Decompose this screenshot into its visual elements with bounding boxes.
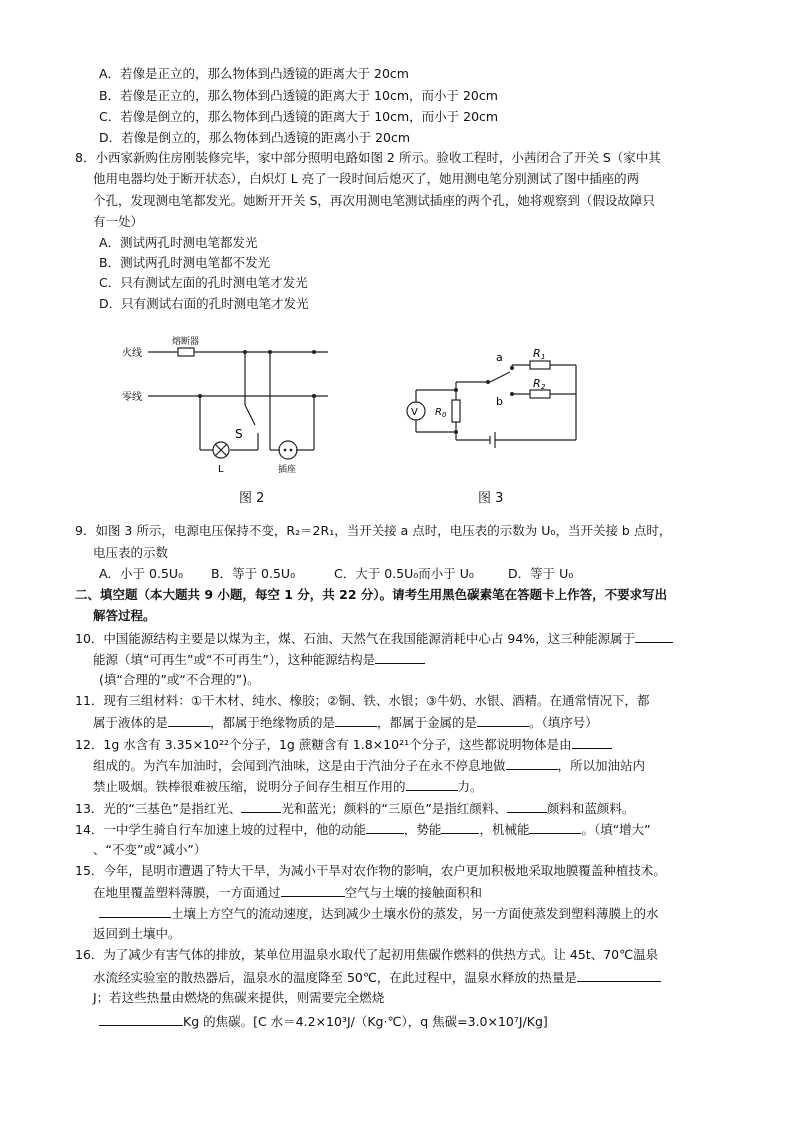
switch-blade bbox=[245, 405, 255, 425]
q14-text-a: 14．一中学生骑自行车加速上坡的过程中，他的动能 bbox=[75, 822, 366, 837]
q14-text-d: 。（填“增大” bbox=[581, 822, 651, 837]
q8-stem-line3: 个孔，发现测电笔都发光。她断开开关 S，再次用测电笔测试插座的两个孔，她将观察到（假设故障只 bbox=[93, 193, 655, 208]
q11-blank-1[interactable] bbox=[168, 714, 210, 727]
r1-symbol bbox=[530, 361, 550, 369]
q15-text-b2: 空气与土壤的接触面积和 bbox=[344, 885, 483, 900]
q15-line2 bbox=[93, 884, 482, 901]
q12-text-a: 12．1g 水含有 3.35×10²²个分子，1g 蔗糖含有 1.8×10²¹个分子，这些都说明物体是由 bbox=[75, 737, 572, 752]
q8-stem-line4: 有一处） bbox=[93, 214, 144, 229]
q14-text-b: ，势能 bbox=[403, 822, 442, 837]
lamp-label: L bbox=[218, 464, 224, 475]
neutral-wire-label: 零线 bbox=[122, 392, 142, 403]
r2-symbol bbox=[530, 390, 550, 398]
figure-2-caption: 图 2 bbox=[239, 491, 265, 506]
q12-line2 bbox=[93, 757, 645, 774]
switch-label: S bbox=[235, 427, 243, 441]
figure-3-caption: 图 3 bbox=[478, 491, 504, 506]
q7-option-c: C．若像是倒立的，那么物体到凸透镜的距离大于 10cm，而小于 20cm bbox=[99, 109, 499, 124]
q10-blank-1[interactable] bbox=[635, 630, 673, 643]
r0-subscript: 0 bbox=[442, 411, 447, 419]
q16-blank-2[interactable] bbox=[99, 1013, 183, 1026]
q7-option-b: B．若像是正立的，那么物体到凸透镜的距离大于 10cm，而小于 20cm bbox=[99, 88, 498, 103]
q8-option-d: D．只有测试右面的孔时测电笔才发光 bbox=[99, 296, 309, 311]
switch-blade bbox=[490, 372, 510, 382]
q15-blank-2[interactable] bbox=[99, 905, 171, 918]
q8-stem-line1: 8．小西家新购住房刚装修完毕，家中部分照明电路如图 2 所示。验收工程时，小茜闭合了开关 S（家中其 bbox=[75, 150, 661, 165]
q16-line2 bbox=[93, 969, 661, 986]
r0-symbol bbox=[452, 400, 460, 422]
q10-line3: (填“合理的”或“不合理的”)。 bbox=[99, 672, 260, 687]
q12-blank-1[interactable] bbox=[572, 736, 612, 749]
voltmeter-label: V bbox=[411, 407, 418, 418]
q8-stem-line2: 他用电器均处于断开状态），白炽灯 L 亮了一段时间后熄灭了，她用测电笔分别测试了图中插座的两 bbox=[93, 171, 640, 186]
point-b-label: b bbox=[496, 395, 503, 408]
q12-blank-2[interactable] bbox=[506, 757, 558, 770]
q16-line1: 16．为了减少有害气体的排放，某单位用温泉水取代了起初用焦碳作燃料的供热方式。让 45t、70℃温泉 bbox=[75, 947, 659, 962]
q14-blank-2[interactable] bbox=[441, 821, 479, 834]
q15-blank-1[interactable] bbox=[281, 884, 345, 897]
q8-option-a: A．测试两孔时测电笔都发光 bbox=[99, 235, 258, 250]
q16-text-b: 水流经实验室的散热器后，温泉水的温度降至 50℃，在此过程中，温泉水释放的热量是 bbox=[93, 970, 577, 985]
q11-text-b2: ，都属于绝缘物质的是 bbox=[210, 715, 336, 730]
q16-blank-1[interactable] bbox=[577, 969, 661, 982]
q13-blank-2[interactable] bbox=[507, 800, 547, 813]
q13-text-c: 颜料和蓝颜料。 bbox=[546, 801, 635, 816]
q16-line3: J；若这些热量由燃烧的焦碳来提供，则需要完全燃烧 bbox=[93, 990, 385, 1005]
q13-line1 bbox=[75, 800, 634, 817]
q13-text-b: 光和蓝光；颜料的“三原色”是指红颜料、 bbox=[281, 801, 507, 816]
q15-line1: 15．今年，昆明市遭遇了特大干旱，为减小干旱对农作物的影响，农户更加积极地采取地膜覆盖种植技术。 bbox=[75, 863, 666, 878]
q15-line3 bbox=[99, 905, 659, 922]
q12-text-c1: 禁止吸烟。铁棒很难被压缩，说明分子间存生相互作用的 bbox=[93, 779, 406, 794]
q12-text-b1: 组成的。为汽车加油时，会闻到汽油味，这是由于汽油分子在永不停息地做 bbox=[93, 758, 506, 773]
q10-line2 bbox=[93, 651, 425, 668]
q10-text-b: 能源（填“可再生”或“不可再生”），这种能源结构是 bbox=[93, 652, 376, 667]
q16-text-d: Kg 的焦碳。[C 水＝4.2×10³J/（Kg·℃），q 焦碳=3.0×10⁷J/Kg] bbox=[183, 1014, 548, 1029]
fuse-label: 熔断器 bbox=[172, 337, 200, 347]
point-a-label: a bbox=[496, 351, 503, 364]
q7-option-d: D．若像是倒立的，那么物体到凸透镜的距离小于 20cm bbox=[99, 130, 411, 145]
section-2-heading: 二、填空题（本大题共 9 小题，每空 1 分，共 22 分）。请考生用黑色碳素笔在答题卡上作答，不要求写出 bbox=[75, 587, 668, 602]
q11-line2 bbox=[93, 714, 598, 731]
q13-text-a: 13．光的“三基色”是指红光、 bbox=[75, 801, 242, 816]
q10-text-a: 10．中国能源结构主要是以煤为主，煤、石油、天然气在我国能源消耗中心占 94%，这三种能源属于 bbox=[75, 631, 636, 646]
q7-option-a: A．若像是正立的，那么物体到凸透镜的距离大于 20cm bbox=[99, 66, 409, 81]
q15-line4: 返回到土壤中。 bbox=[93, 926, 181, 941]
q9-stem-line2: 电压表的示数 bbox=[93, 545, 169, 560]
r2-label: R bbox=[533, 377, 541, 390]
q12-line3 bbox=[93, 778, 483, 795]
q10-blank-2[interactable] bbox=[375, 651, 425, 664]
q9-option-c: C．大于 0.5U₀而小于 U₀ bbox=[334, 566, 474, 581]
fuse-symbol bbox=[178, 348, 194, 356]
q12-text-b2: ，所以加油站内 bbox=[557, 758, 646, 773]
q13-blank-1[interactable] bbox=[241, 800, 281, 813]
live-wire-label: 火线 bbox=[122, 348, 142, 359]
r2-subscript: 2 bbox=[541, 383, 546, 391]
r1-label: R bbox=[533, 347, 541, 360]
socket-symbol bbox=[279, 441, 297, 459]
q11-blank-3[interactable] bbox=[477, 714, 529, 727]
q12-text-c2: 力。 bbox=[457, 779, 483, 794]
q12-blank-3[interactable] bbox=[406, 778, 458, 791]
q14-line1 bbox=[75, 821, 651, 838]
q11-blank-2[interactable] bbox=[335, 714, 377, 727]
q11-text-b1: 属于液体的是 bbox=[93, 715, 169, 730]
q15-text-b1: 在地里覆盖塑料薄膜，一方面通过 bbox=[93, 885, 281, 900]
q8-option-b: B．测试两孔时测电笔都不发光 bbox=[99, 255, 271, 270]
q9-stem-line1: 9．如图 3 所示，电源电压保持不变，R₂＝2R₁，当开关接 a 点时，电压表的示数为 U₀，当开关接 b 点时， bbox=[75, 523, 672, 538]
q11-text-b4: 。（填序号） bbox=[529, 715, 598, 730]
r1-subscript: 1 bbox=[541, 353, 546, 361]
figure-3-circuit bbox=[400, 342, 590, 452]
q14-blank-3[interactable] bbox=[529, 821, 581, 834]
q8-option-c: C．只有测试左面的孔时测电笔才发光 bbox=[99, 275, 308, 290]
q14-text-c: ，机械能 bbox=[479, 822, 530, 837]
q9-option-b: B．等于 0.5U₀ bbox=[211, 566, 296, 581]
q9-option-d: D．等于 U₀ bbox=[508, 566, 574, 581]
q10-line1 bbox=[75, 630, 673, 647]
q12-line1 bbox=[75, 736, 612, 753]
q15-text-c: 土壤上方空气的流动速度，达到减少土壤水份的蒸发，另一方面使蒸发到塑料薄膜上的水 bbox=[171, 906, 659, 921]
q16-line4 bbox=[99, 1013, 548, 1030]
r0-label: R bbox=[435, 407, 442, 418]
q14-line2: 、“不变”或“减小”） bbox=[93, 842, 207, 857]
q14-blank-1[interactable] bbox=[366, 821, 404, 834]
figure-2-circuit bbox=[100, 330, 340, 480]
section-2-heading-cont: 解答过程。 bbox=[93, 608, 156, 623]
socket-label: 插座 bbox=[278, 465, 297, 475]
q11-line1: 11．现有三组材料：①干木材、纯水、橡胶；②铜、铁、水银；③牛奶、水银、酒精。在通常情况下，都 bbox=[75, 693, 650, 708]
q11-text-b3: ，都属于金属的是 bbox=[377, 715, 478, 730]
q9-option-a: A．小于 0.5U₀ bbox=[99, 566, 184, 581]
